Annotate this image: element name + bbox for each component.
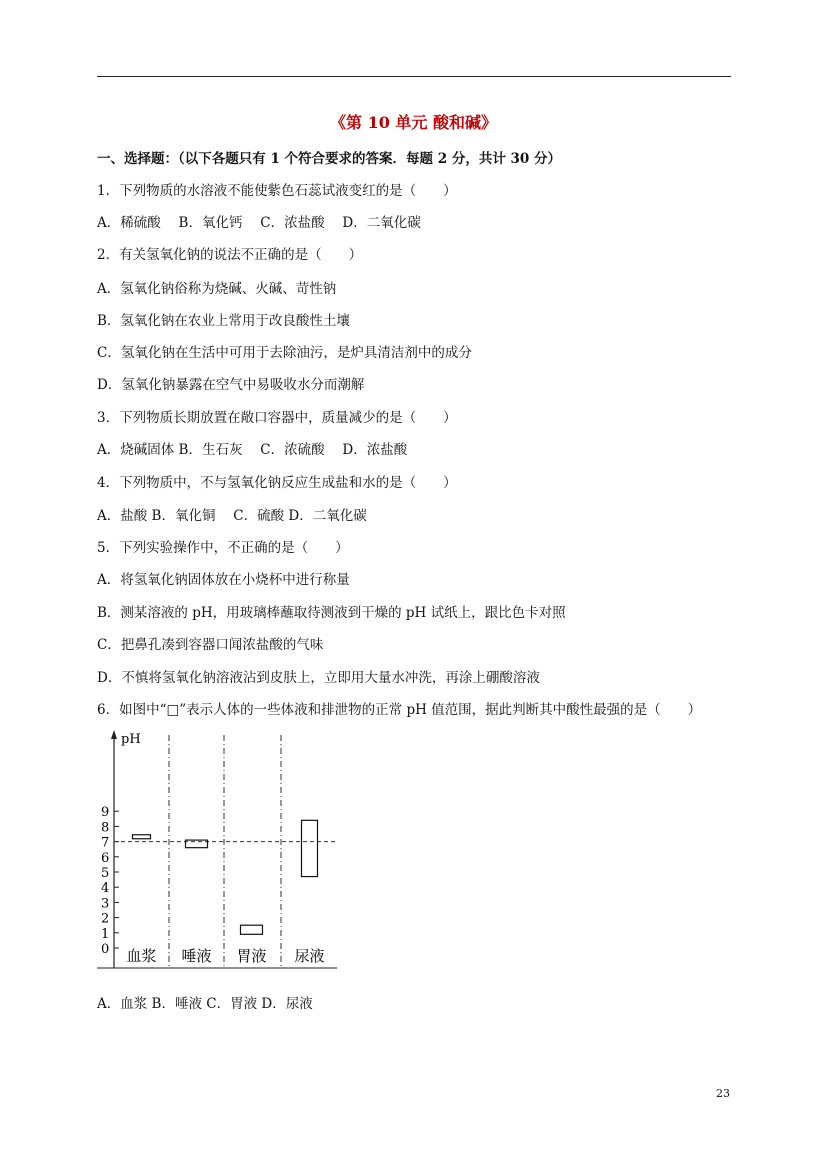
question-line: 4．下列物质中，不与氢氧化钠反应生成盐和水的是（ ） bbox=[97, 475, 457, 491]
y-tick-label: 6 bbox=[101, 850, 110, 866]
question-line: A．氢氧化钠俗称为烧碱、火碱、苛性钠 bbox=[97, 281, 337, 297]
y-tick-label: 7 bbox=[101, 835, 110, 851]
header-rule bbox=[97, 76, 731, 77]
question-line: 6．如图中“□”表示人体的一些体液和排泄物的正常 pH 值范围，据此判断其中酸性最强的是（ ） bbox=[97, 702, 702, 718]
question-line: B．氢氧化钠在农业上常用于改良酸性土壤 bbox=[97, 313, 350, 329]
y-tick-label: 9 bbox=[101, 805, 110, 821]
y-tick-label: 4 bbox=[101, 881, 110, 897]
question-line: 3．下列物质长期放置在敞口容器中，质量减少的是（ ） bbox=[97, 410, 457, 426]
section-heading: 一、选择题：（以下各题只有 1 个符合要求的答案．每题 2 分，共计 30 分） bbox=[97, 151, 562, 167]
question-line: C．氢氧化钠在生活中可用于去除油污，是炉具清洁剂中的成分 bbox=[97, 345, 472, 361]
y-tick-label: 3 bbox=[101, 896, 110, 912]
y-tick-label: 5 bbox=[101, 866, 110, 881]
y-tick-label: 2 bbox=[101, 911, 110, 927]
y-tick-label: 8 bbox=[101, 820, 110, 836]
question-line: C．把鼻孔凑到容器口闻浓盐酸的气味 bbox=[97, 637, 324, 653]
question-line: 5．下列实验操作中，不正确的是（ ） bbox=[97, 540, 349, 556]
question-line: 1．下列物质的水溶液不能使紫色石蕊试液变红的是（ ） bbox=[97, 183, 457, 199]
category-label: 胃液 bbox=[236, 947, 267, 965]
page-number: 23 bbox=[716, 1087, 730, 1100]
page-title: 《第 10 单元 酸和碱》 bbox=[330, 113, 497, 132]
y-tick-label: 1 bbox=[101, 926, 110, 942]
question-line: D．不慎将氢氧化钠溶液沾到皮肤上，立即用大量水冲洗，再涂上硼酸溶液 bbox=[97, 670, 540, 686]
question-line: A．烧碱固体 B．生石灰 C．浓硫酸 D．浓盐酸 bbox=[97, 442, 408, 458]
y-tick-label: 0 bbox=[101, 942, 110, 957]
question-line: A．稀硫酸 B．氧化钙 C．浓盐酸 D．二氧化碳 bbox=[97, 215, 421, 231]
category-label: 尿液 bbox=[294, 947, 325, 965]
ph-range-chart bbox=[97, 725, 339, 970]
question-line: 2．有关氢氧化钠的说法不正确的是（ ） bbox=[97, 247, 363, 263]
question-line: A．盐酸 B．氧化铜 C．硫酸 D．二氧化碳 bbox=[97, 508, 367, 524]
category-label: 血浆 bbox=[126, 947, 157, 965]
category-label: 唾液 bbox=[181, 947, 212, 965]
q6-options: A．血浆 B．唾液 C．胃液 D．尿液 bbox=[97, 996, 313, 1012]
y-axis-label: pH bbox=[121, 732, 141, 747]
question-line: A．将氢氧化钠固体放在小烧杯中进行称量 bbox=[97, 572, 350, 588]
question-line: D．氢氧化钠暴露在空气中易吸收水分而潮解 bbox=[97, 377, 365, 393]
question-line: B．测某溶液的 pH，用玻璃棒蘸取待测液到干燥的 pH 试纸上，跟比色卡对照 bbox=[97, 605, 566, 621]
